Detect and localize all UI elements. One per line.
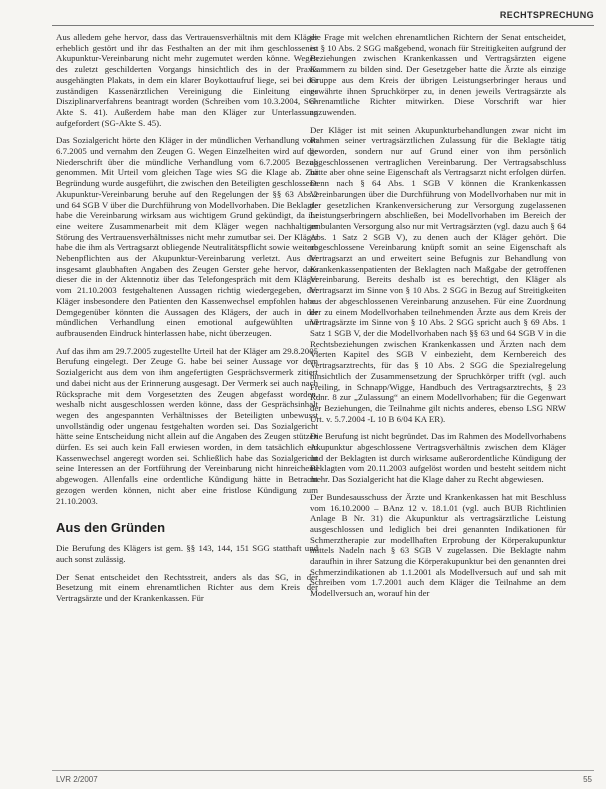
page-number: 55 <box>583 775 592 784</box>
header-rule <box>52 25 594 26</box>
section-heading: Aus den Gründen <box>56 520 166 536</box>
paragraph: die Frage mit welchen ehrenamtlichen Richtern der Senat entscheidet, ist § 10 Abs. 2 SGG maßgebend, wonach für Streitigkeiten aufgrund der Beziehungen zwischen Krankenkassen und Vertragsärzten eigene Kammern zu bilden sind. Der Gesetzgeber hatte die Ärzte als einzige Gruppe aus dem Kreis der übrigen Leistungserbringer heraus und gewährte ihnen Spruchkörper zu, in denen jeweils Vertragsärzte als ehrenamtliche Richter mitwirken. Diese Vorschrift war hier anzuwenden. <box>310 32 566 117</box>
paragraph: Die Berufung des Klägers ist gem. §§ 143, 144, 151 SGG statthaft und auch sonst zulässig. <box>56 543 318 564</box>
paragraph: Der Kläger ist mit seinen Akupunkturbehandlungen zwar nicht im Rahmen seiner vertragsärztlichen Zulassung für die Beklagte tätig geworden, sondern nur auf Grund einer von ihm persönlich abgeschlossenen vertraglichen Vereinbarung. Der Vertragsabschluss hätte aber ohne seine Eigenschaft als Vertragsarzt nicht erfolgen dürfen. Denn nach § 64 Abs. 1 SGB V können die Krankenkassen Vereinbarungen über die Durchführung von Modellvorhaben nur mit in der gesetzlichen Krankenversicherung zur Versorgung zugelassenen Leistungserbringern abschließen, bei Modellvorhaben im Bereich der ambulanten Versorgung also nur mit Vertragsärzten (vgl. dazu auch § 64 Abs. 1 Satz 2 SGB V), zu denen auch der Kläger gehört. Die abgeschlossene Vereinbarung knüpft somit an seine Eigenschaft als Vertragsarzt an und erweitert seine Befugnis zur Behandlung von Krankenkassenpatienten der Beklagten nach Maßgabe der getroffenen Vereinbarung. Bereits deshalb ist es berechtigt, den Kläger als Vertragsarzt im Sinne von § 10 Abs. 2 SGG in Bezug auf Streitigkeiten aus der abgeschlossenen Vereinbarung anzusehen. Für eine Zuordnung der zu einem Modellvorhaben teilnehmenden Ärzte aus dem Kreis der Vertragsärzte im Sinne von § 10 Abs. 2 SGG spricht auch § 69 Abs. 1 Satz 1 SGB V, der die Modellvorhaben nach §§ 63 und 64 SGB V in die Rechtsbeziehungen zwischen Krankenkassen und Ärzten nach dem Vierten Kapitel des SGB V einbezieht, dem Kernbereich des Vertragsarztrechts, für das § 10 Abs. 2 SGG die Spezialregelung hinsichtlich der Zusammensetzung der Spruchkörper trifft (vgl. auch Freiling, in Schnapp/Wigge, Handbuch des Vertragsarztrechts, § 23 Rdnr. 8 zur „Zulassung“ an einem Modellvorhaben; für die Gegenwart der Beziehungen, die Teilnahme gilt nichts anderes, ebenso LSG NRW Urt. v. 5.7.2004 -L 10 B 6/04 KA ER). <box>310 124 566 424</box>
right-column <box>310 32 566 606</box>
footer-rule <box>52 770 594 771</box>
paragraph: Auf das ihm am 29.7.2005 zugestellte Urteil hat der Kläger am 29.8.2005 Berufung eingelegt. Der Zeuge G. habe bei seiner Aussage vor dem Sozialgericht aus dem von ihm angefertigten Gesprächsvermerk zitiert und dabei nicht aus der Erinnerung ausgesagt. Der Vermerk sei auch nach Rücksprache mit dem Vorgesetzten des Zeugen abgefasst worden, weshalb nicht ausgeschlossen werden könne, dass der Gesprächsinhalt wegen des angespannten Verhältnisses der Beteiligten unbewusst unvollständig oder ungenau festgehalten worden sei. Das Sozialgericht hätte seine Entscheidung nicht allein auf die Angaben des Zeugen stützen dürfen. Es sei auch kein Fall erwiesen worden, in dem tatsächlich ein Kassenwechsel angeregt worden sei. Schließlich habe das Sozialgericht seine Interessen an der Fortführung der Vereinbarung nicht hinreichend abgewogen. Allenfalls eine ordentliche Kündigung hätte in Betracht gezogen werden können, nicht aber eine fristlose Kündigung zum 21.10.2003. <box>56 345 318 506</box>
paragraph: Der Senat entscheidet den Rechtsstreit, anders als das SG, in der Besetzung mit einem ehrenamtlichen Richter aus dem Kreis der Vertragsärzte und der Krankenkassen. Für <box>56 571 318 604</box>
paragraph: Das Sozialgericht hörte den Kläger in der mündlichen Verhandlung vom 6.7.2005 und vernahm den Zeugen G. Wegen Einzelheiten wird auf die Niederschrift über die mündliche Verhandlung vom 6.7.2005 Bezug genommen. Mit Urteil vom gleichen Tage wies SG die Klage ab. Zur Begründung wurde ausgeführt, die zwischen den Beteiligten geschlossene Akupunktur-Vereinbarung beruhe auf den Regelungen der §§ 63 Abs.2 und 64 SGB V über die Durchführung von Modellvorhaben. Die Beklagte habe die Vereinbarung wirksam aus wichtigem Grund gekündigt, da ihr eine weitere Zusammenarbeit mit dem Kläger wegen nachhaltiger Störung des Vertrauensverhältnisses nicht mehr zumutbar sei. Der Kläger habe die ihm als Vertragsarzt obliegende Neutralitätspflicht sowie weitere Nebenpflichten aus der Akupunktur-Vereinbarung verletzt. Aus der insgesamt glaubhaften Angaben des Zeugen Gerster gehe hervor, dass dieser die in der Aktennotiz über das Telefongespräch mit dem Kläger vom 21.10.2003 festgehaltenen Aussagen richtig wiedergegeben, der Kläger insbesondere den Patienten den Kassenwechsel empfohlen habe. Demgegenüber könnten die Aussagen des Klägers, der auch in der mündlichen Verhandlung einen emotional aufgewühlten und aufbrausenden Eindruck hinterlassen habe, nicht überzeugen. <box>56 135 318 338</box>
section-label: RECHTSPRECHUNG <box>499 10 594 20</box>
left-column <box>56 32 318 611</box>
paragraph: Aus alledem gehe hervor, dass das Vertrauensverhältnis mit dem Kläger erheblich gestört und ihr das Festhalten an der mit ihm geschlossenen Akupunktur-Vereinbarung nicht mehr zugemutet werden könne. Wegen des zuletzt geschilderten Vorgangs hinsichtlich des in der Praxis ausgehängten Plakats, in dem ein klarer Boykottaufruf liege, sei bei der zuständigen Kassenärztlichen Vereinigung die Einleitung eines Disziplinarverfahrens beantragt worden (Schreiben vom 10.3.2004, SG-Akte S. 41). Außerdem habe man den Kläger zur Unterlassung aufgefordert (SG-Akte S. 45). <box>56 32 318 128</box>
paragraph: Die Berufung ist nicht begründet. Das im Rahmen des Modellvorhabens Akupunktur abgeschlossene Vertragsverhältnis zwischen dem Kläger und der Beklagten ist durch wirksame außerordentliche Kündigung der Beklagten vom 20.11.2003 aufgelöst worden und besteht seitdem nicht mehr. Das Sozialgericht hat die Klage daher zu Recht abgewiesen. <box>310 431 566 485</box>
journal-issue: LVR 2/2007 <box>56 775 98 784</box>
paragraph: Der Bundesausschuss der Ärzte und Krankenkassen hat mit Beschluss vom 16.10.2000 – BAnz 12 v. 18.1.01 (vgl. auch BUB Richtlinien Anlage B Nr. 31) die Akupunktur als vertragsärztliche Leistung ausgeschlossen und lediglich bei drei genannten Indikationen für Schmerztherapie zur modellhaften Erprobung der Körperakupunktur mittels Nadeln nach § 63 SGB V zugelassen. Die Beklagte nahm daraufhin in ihrer Satzung die Körperakupunktur bei den genannten drei Schmerzindikationen ab 1.1.2001 als Modellversuch auf und sah mit Schreiben vom 1.7.2001 auch dem Kläger die Teilnahme an dem Modellversuch an, worauf hin der <box>310 491 566 599</box>
